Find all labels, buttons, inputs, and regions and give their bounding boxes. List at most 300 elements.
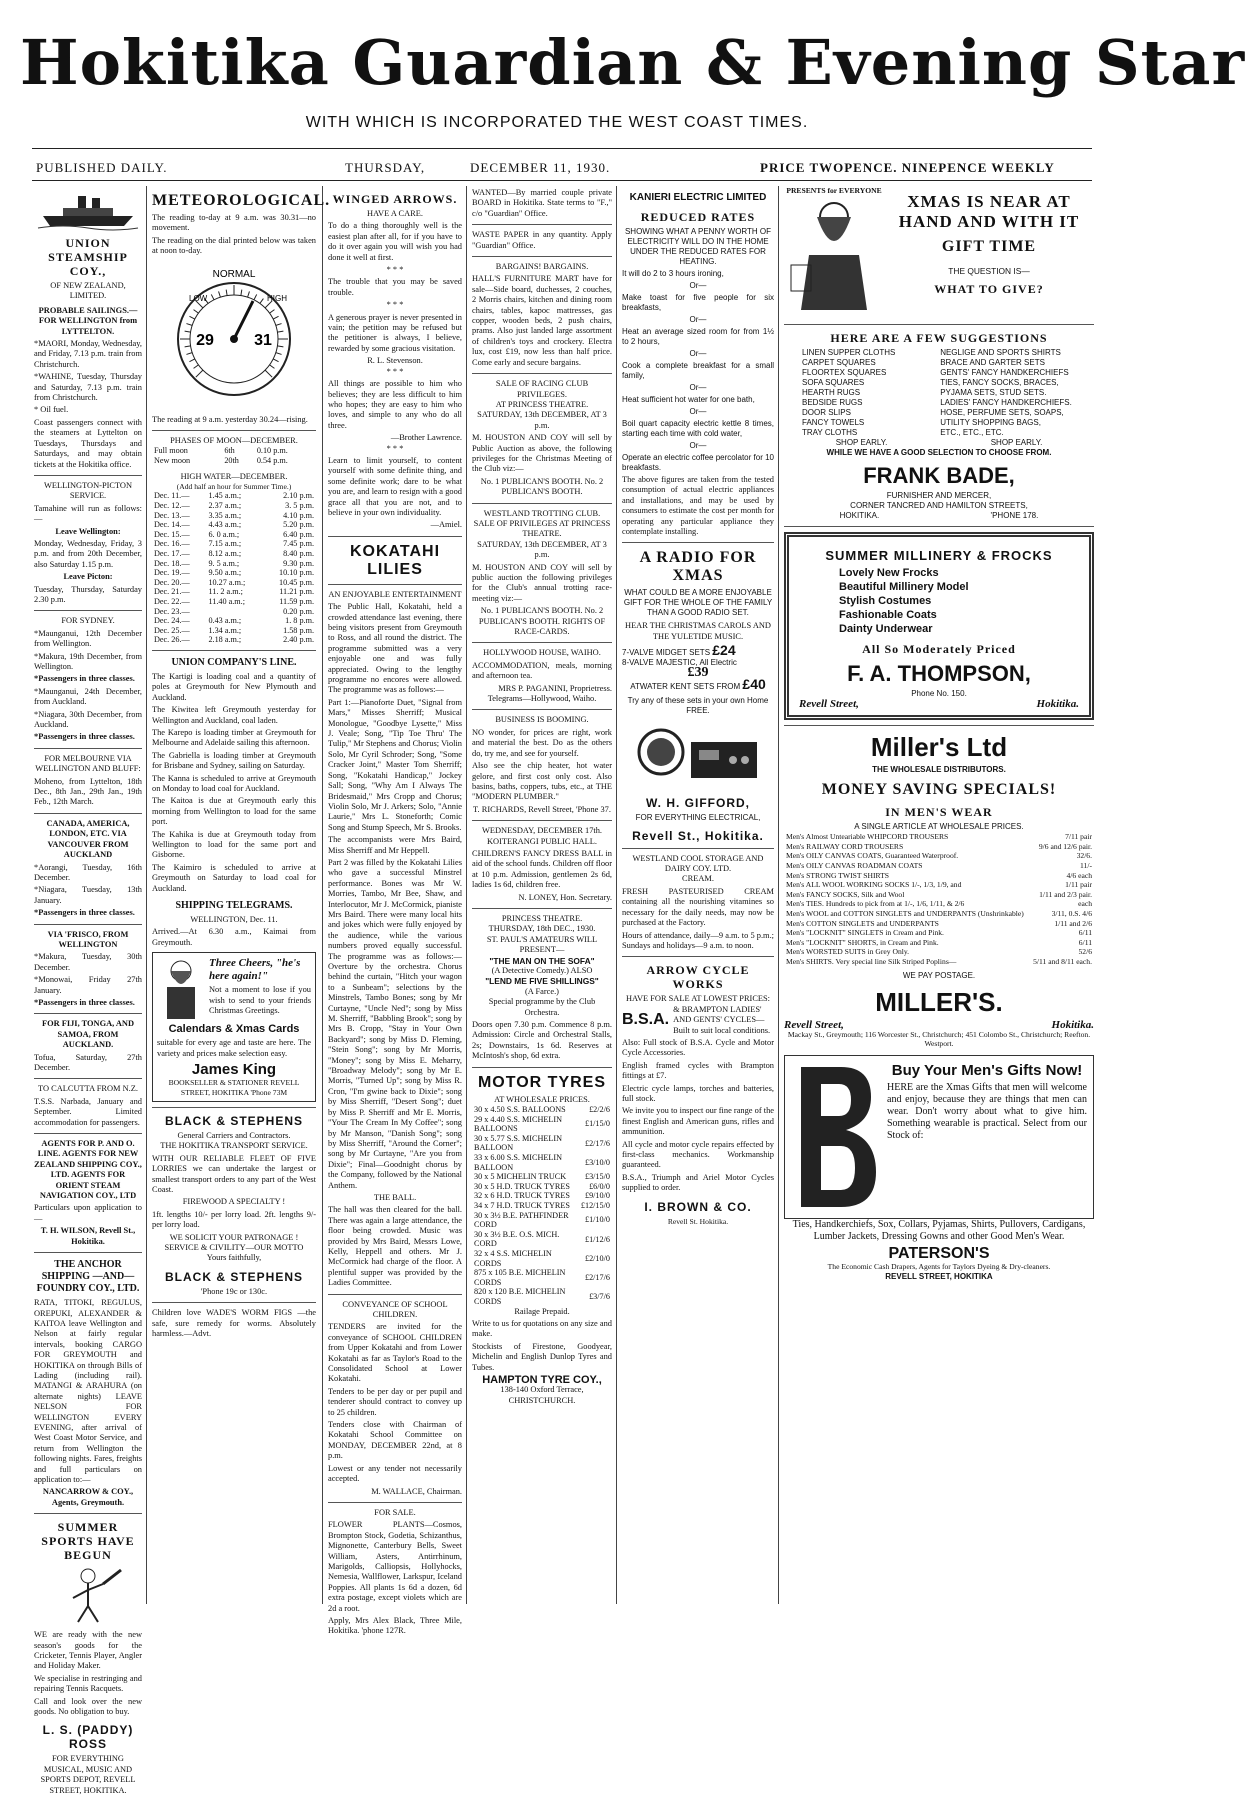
syd-item: *Makura, 19th December, from Wellington. [34, 651, 142, 671]
syd-item: *Passengers in three classes. [34, 732, 135, 742]
fs-text: FLOWER PLANTS—Cosmos, Brompton Stock, Godetia, Schizanthus, Mignonette, Canterbury Bells, Sweet William, Asters, Antirrhinum, Marigolds, Calliopsis, Hollyhocks, Nemesia, Wallflower, Larkspur, Iceland Poppies. All plants 1s 6d a dozen, 6d extra postage, except violets which are 2d a root. [328, 1520, 462, 1613]
tyre-row: 32 x 4 S.S. MICHELIN CORDS £2/10/0 [474, 1248, 610, 1268]
fb-list-item: GENTS' FANCY HANDKERCHIEFS [940, 367, 1069, 377]
ke-text: Boil quart capacity electric kettle 8 times, starting each time with cold water, [622, 419, 774, 438]
dial-tick [189, 359, 194, 362]
tyre-row: 34 x 7 H.D. TRUCK TYRES £12/15/0 [474, 1201, 610, 1210]
th-item: Dainty Underwear [839, 622, 933, 635]
agents: AGENTS FOR P. AND O. LINE. AGENTS FOR NEW ZEALAND SHIPPING COY., LTD. AGENTS FOR ORIENT STEAM NAVIGATION COY., LTD [34, 1139, 142, 1201]
divider [784, 526, 1094, 527]
rc-text: M. HOUSTON AND COY will sell by Public Auction as above, the following privileges for the Christmas Meeting of the Club viz:— [472, 433, 612, 474]
syd-item: *Niagara, 30th December, from Auckland. [34, 709, 142, 730]
divider [472, 908, 612, 909]
fb-question: THE QUESTION IS— [948, 266, 1030, 276]
divider [328, 1502, 462, 1503]
tyre-row: 30 x 4.50 S.S. BALLOONS £2/2/6 [474, 1105, 610, 1115]
can-head: CANADA, AMERICA, LONDON, ETC. VIA VANCOUVER FROM AUCKLAND [46, 818, 130, 860]
dateline-left: PUBLISHED DAILY. [36, 160, 168, 175]
dial-tick [189, 316, 194, 319]
wt-text: SALE OF PRIVILEGES AT PRINCESS THEATRE. [473, 518, 611, 539]
sailing-note: * Oil fuel. [34, 405, 69, 415]
divider [152, 1107, 316, 1108]
tide-row: Dec. 21.— 11. 2 a.m.; 11.21 p.m. [154, 587, 314, 597]
ke-or: Or— [689, 383, 707, 392]
tide-row: Dec. 13.— 3.35 a.m.; 4.10 p.m. [154, 510, 314, 520]
fb-list-item: TIES, FANCY SOCKS, BRACES, [940, 377, 1059, 387]
dial-tick [270, 309, 275, 313]
kph-text: CHILDREN'S FANCY DRESS BALL in aid of the school funds. Children off floor at 10 p.m. Admission, gentlemen 2s 6d, ladies 1s 6d, children free. [472, 848, 612, 890]
met-text: The reading on the dial printed below was taken at noon to-day. [152, 235, 316, 256]
ke-or: Or— [689, 281, 707, 290]
fb-gift: GIFT TIME [941, 238, 1037, 255]
barometer-dial-icon [159, 261, 309, 411]
wanted-ad: WASTE PAPER in any quantity. Apply "Guardian" Office. [472, 230, 612, 250]
dial-left-label: 29 [196, 331, 214, 349]
dial-tick [277, 346, 283, 347]
jk-address: BOOKSELLER & STATIONER REVELL STREET, HOKITIKA 'Phone 73M [168, 1078, 300, 1097]
divider [152, 430, 316, 431]
divider [472, 1067, 612, 1068]
ke-text: It will do 2 to 3 hours ironing, [622, 269, 724, 278]
stars: * * * [386, 265, 404, 275]
fb-list-item: HEARTH RUGS [802, 387, 861, 397]
dial-tick [186, 352, 192, 354]
hall-ad: HALL'S FURNITURE MART have for sale—Side board, duchesses, 2 couches, 2 Morris chairs, kitchen and dining room chairs, tables, kapoc mattresses, gas copper, wooden beds, 2 push chairs, prams. Also just landed large assortment of children's toys and crockery. Electra lux, cost £19, now less than half price. Come early and secure bargains. [472, 274, 612, 367]
frisco-item: *Passengers in three classes. [34, 997, 135, 1007]
ke-text: The above figures are taken from the tested consumption of actual electric appliances and installations, and may be used by consumers to estimate the cost per month for operating any particular appliance they contemplate installing. [622, 475, 774, 537]
bs-text: WITH OUR RELIABLE FLEET OF FIVE LORRIES we can undertake the largest or smallest transport orders to any part of the West Coast. [152, 1153, 316, 1194]
ml-price-row: Men's SHIRTS. Very special line Silk Striped Poplins— 5/11 and 8/11 each. [786, 956, 1092, 966]
dial-tick [194, 364, 199, 368]
column-rule [146, 186, 147, 1604]
pt-text: THURSDAY, 18th DEC., 1930. [488, 924, 596, 934]
kl-text: Part 2 was filled by the Kokatahi Lilies who gave a successful Minstrel performance. Bones was Mr W. Morries, Tambo, Mr Bee, Shaw, and Interlocutor, Mr J. McCormick, pianiste Mrs Baird. There were many local hits and jokes which were fully enjoyed by the audience, while the various numbers proved equally successful. The programme was as follows:—Overture by the orchestra. Chorus behind the curtain, "Hitch your wagon to a Sunbeam"; selections by the Minstrels, Tambo Bones; song by Mr Curtayne, "Uncle Ned"; song by Miss M. Sherriff, "Babbling Brook"; song by Mrs B. Cropp, "Stay in Your Own Backyard"; song by Miss D. Fleming, "Stein Song"; song by Mr Morris, "Money"; song by Miss E. Meharry, "Broadway Melody"; song by Mr E. Morris, "Turned Up"; song by Miss R. Cron, "I'm gwine back to Dixie"; song by Miss Sherriff, "Desert Song"; duet by Miss P. Sherriff and Mr E. Morris, "Your The Cream In My Coffee"; song by Mr Manson, "Danish Song"; song by Miss Sherriff, "Around the Corner"; song by Mr Curtayne, "Are you from Dixie"; Final—Goodnight chorus by the Company, followed by the National Anthem. [328, 857, 462, 1190]
syd-item: *Maunganui, 12th December from Wellington. [34, 628, 142, 649]
wa-text: Learn to limit yourself, to content yourself with some definite thing, and some definite work; dare to be what you are, and learn to resign with a good grace all that you are not, and to believe in your own individuality. [328, 455, 462, 517]
masthead-title: Hokitika Guardian & Evening Star [20, 26, 1245, 99]
fb-list-item: BRACE AND GARTER SETS [940, 357, 1045, 367]
anchor-agent: NANCARROW & COY., Agents, Greymouth. [42, 1487, 134, 1507]
pt-text: ST. PAUL'S AMATEURS WILL PRESENT— [486, 934, 598, 955]
th-head: SUMMER MILLINERY & FROCKS [825, 547, 1053, 563]
fb-list-item: LADIES' FANCY HANDKERCHIEFS. [940, 397, 1072, 407]
th-phone: Phone No. 150. [911, 688, 967, 698]
divider [328, 1294, 462, 1295]
wcs-head: WESTLAND COOL STORAGE AND DAIRY COY. LTD. [632, 853, 764, 874]
wa-source: —Brother Lawrence. [390, 433, 462, 443]
divider [32, 148, 1092, 149]
ml-price-row: Men's OILY CANVAS ROADMAN COATS 11/- [786, 861, 1092, 870]
dial-high-label: HIGH [267, 293, 287, 303]
jk-name: James King [191, 1061, 277, 1079]
dateline-date: DECEMBER 11, 1930. [470, 160, 611, 175]
dial-top-label: NORMAL [212, 268, 256, 280]
ke-text: Heat sufficient hot water for one bath, [622, 395, 755, 404]
dial-tick [186, 323, 192, 325]
rx-head: A RADIO FOR XMAS [639, 549, 757, 585]
ucl-head: UNION COMPANY'S LINE. [171, 656, 297, 668]
ml-price-row: Men's TIES. Hundreds to pick from at 1/-, 1/6, 1/11, & 2/6 each [786, 899, 1092, 909]
presents-badge: PRESENTS for EVERYONE [784, 186, 884, 319]
ac-text: B.S.A., Triumph and Ariel Motor Cycles supplied to order. [622, 1172, 774, 1193]
masthead-subtitle: WITH WHICH IS INCORPORATED THE WEST COAST TIMES. [305, 114, 809, 131]
fb-name: FRANK BADE, [863, 462, 1015, 488]
dial-tick [265, 370, 272, 377]
ml-specials: MONEY SAVING SPECIALS! [821, 781, 1057, 799]
ke-or: Or— [689, 407, 707, 416]
stars: * * * [386, 366, 404, 376]
ml-branches: Mackay St., Greymouth; 116 Worcester St., Christchurch; 451 Colombo St., Christchurch; Reefton. Westport. [787, 1029, 1091, 1049]
anchor-body: RATA, TITOKI, REGULUS, OREPUKI, ALEXANDER & KAITOA leave Wellington and Nelson at fairly regular intervals, booking CARGO FOR GREYMOUTH and HOKITIKA on through Bills of Lading (including rail). MATANGI & ARAHURA (on alternate nights) LEAVE NELSON FOR WELLINGTON EVERY EVENING, after arrival of West Coast Motor Service, and return from Wellington the following nights. Fares, freights and full particulars on application to:— [34, 1298, 142, 1484]
ucl-item: The Kahika is due at Greymouth today from Wellington to load for the same port and Gisborne. [152, 829, 316, 860]
column-5 [622, 186, 774, 1606]
divider [34, 1133, 142, 1134]
cs-head: CONVEYANCE OF SCHOOL CHILDREN. [342, 1299, 448, 1319]
column-2 [152, 186, 331, 1606]
divider [34, 1013, 142, 1014]
tide-row: Dec. 22.— 11.40 a.m.; 11.59 p.m. [154, 596, 314, 606]
column-1 [34, 186, 142, 1795]
ac-text: HAVE FOR SALE AT LOWEST PRICES: [625, 994, 771, 1004]
frisco-item: *Makura, Tuesday, 30th December. [34, 952, 142, 972]
wp-item: Leave Picton: [63, 572, 113, 582]
divider [622, 848, 774, 849]
fb-suggestions: HERE ARE A FEW SUGGESTIONS [830, 330, 1048, 345]
th-item: Stylish Costumes [839, 594, 932, 607]
tide-row: Dec. 26.— 2.18 a.m.; 2.40 p.m. [154, 635, 314, 645]
fb-addr: CORNER TANCRED AND HAMILTON STREETS, [850, 500, 1028, 510]
santa-icon [157, 957, 205, 1023]
syd-item: *Passengers in three classes. [34, 674, 135, 684]
sailing-item: *WAHINE, Tuesday, Thursday and Saturday, 7.13 p.m. train from Christchurch. [34, 372, 142, 403]
mt-sub: AT WHOLESALE PRICES. [494, 1094, 590, 1104]
ucl-item: The Kanna is scheduled to arrive at Greymouth on Monday to load coal for Auckland. [152, 773, 316, 793]
wanted-ad: WANTED—By married couple private BOARD in Hokitika. State terms to "F.," c/o "Guardian" Office. [472, 188, 612, 218]
ucl-item: The Kaitoa is due at Greymouth early this morning from Wellington to load for the same port. [152, 796, 316, 827]
dial-tick [276, 323, 282, 325]
column-rule [778, 186, 779, 1604]
hh-text: MRS P. PAGANINI, Proprietress. [498, 683, 612, 693]
ml-price-row: Men's Almost Unteariable WHIPCORD TROUSERS 7/11 pair [786, 832, 1092, 842]
dial-right-label: 31 [254, 331, 272, 349]
kl-text: The hall was then cleared for the ball. There was again a large attendance, the floor being crowded. Music was provided by Mrs Baird, Messrs Lowe, Kelly, Heppell and others. Mr J. McCormick had charge of the floor. A plentiful supper was provided by the Ladies Committee. [328, 1205, 462, 1288]
rx-text: HEAR THE CHRISTMAS CAROLS AND THE YULETIDE MUSIC. [625, 621, 771, 641]
fiji-head: FOR FIJI, TONGA, AND SAMOA, FROM AUCKLAND. [41, 1019, 135, 1050]
pt-text: Special programme by the Club Orchestra. [488, 997, 596, 1017]
kph-head: WEDNESDAY, DECEMBER 17th. [481, 826, 603, 836]
rx-price-row: ATWATER KENT SETS FROM £40 [630, 675, 766, 692]
wp-item: Tamahine will run as follows:— [34, 503, 142, 524]
fb-list-item: TRAY CLOTHS [802, 427, 858, 437]
ac-text: Electric cycle lamps, torches and batteries, full stock. [622, 1083, 774, 1103]
sailings-head: PROBABLE SAILINGS.— FOR WELLINGTON from LYTTELTON. [38, 305, 138, 336]
kph-text: N. LONEY, Hon. Secretary. [518, 892, 612, 902]
tide-row: Dec. 23.— 0.20 p.m. [154, 606, 314, 616]
divider [472, 709, 612, 710]
fb-lists [784, 348, 1094, 438]
fs-text: Apply, Mrs Alex Black, Three Mile, Hokitika. 'phone 127R. [328, 1615, 462, 1636]
pt-text: (A Farce.) [525, 986, 559, 996]
ke-text: Cook a complete breakfast for a small family, [622, 361, 774, 380]
letter-b-icon [791, 1062, 881, 1212]
wt-head: WESTLAND TROTTING CLUB. [483, 508, 601, 518]
ke-text: Operate an electric coffee percolator for 10 breakfasts. [622, 453, 774, 472]
ke-text: Heat an average sized room for from 1½ to 2 hours, [622, 327, 774, 346]
mt-company: HAMPTON TYRE COY., [482, 1373, 602, 1386]
sports-text: We specialise in restringing and repairing Tennis Racquets. [34, 1673, 142, 1694]
kl-text: The accompanists were Mrs Baird, Miss Sherriff and Mr Heppell. [328, 835, 462, 855]
hh-head: HOLLYWOOD HOUSE, WAIHO. [483, 648, 601, 658]
telegram-line: Arrived.—At 6.30 a.m., Kaimai from Greymouth. [152, 927, 316, 947]
sailing-item: *MAORI, Monday, Wednesday, and Friday, 7.13 p.m. train from Christchurch. [34, 339, 142, 369]
th-item: Beautiful Millinery Model [839, 580, 969, 593]
paterson-ad [784, 1055, 1094, 1219]
dial-tick [185, 331, 191, 332]
kl-text: THE BALL. [373, 1192, 417, 1202]
wt-text: M. HOUSTON AND COY will sell by public auction the following privileges for the Club's annual trotting race-meeting viz:— [472, 562, 612, 603]
dial-tick [273, 316, 278, 319]
ml-price-row: Men's WOOL and COTTON SINGLETS and UNDERPANTS (Unshrinkable) 3/11, 0.S. 4/6 [786, 908, 1092, 918]
fb-list-item: BEDSIDE RUGS [802, 397, 863, 407]
melb-item: Moheno, from Lyttelton, 18th Dec., 8th Jan., 29th Jan., 19th Feb., 12th March. [34, 776, 142, 807]
ucl-item: The Karepo is loading timber at Greymouth for Melbourne and Adelaide sailing this afternoon. [152, 727, 316, 748]
fb-list-item: FLOORTEX SQUARES [802, 367, 887, 377]
agents-name: T. H. WILSON, Revell St., Hokitika. [40, 1226, 136, 1246]
ucl-item: The Kartigi is loading coal and a quantity of poles at Greymouth for New Plymouth and Auckland. [152, 671, 316, 702]
wa-sub: HAVE A CARE. [367, 209, 423, 218]
sailing-note: Coast passengers connect with the steamers at Lyttelton on Tuesdays, Thursdays and Saturdays, and may obtain tickets at the Hokitika office. [34, 417, 142, 469]
tide-row: Dec. 20.— 10.27 a.m.; 10.45 p.m. [154, 577, 314, 587]
ml-wear: IN MEN'S WEAR [885, 805, 993, 820]
ke-or: Or— [689, 315, 707, 324]
hh-text: Telegrams—Hollywood, Waiho. [487, 694, 597, 704]
bs-text: General Carriers and Contractors. [177, 1130, 291, 1140]
tyre-row: 30 x 3½ B.E. PATHFINDER CORD £1/10/0 [474, 1210, 610, 1230]
cs-signoff: M. WALLACE, Chairman. [371, 1486, 462, 1496]
ml-price-row: Men's "LOCKNIT" SINGLETS in Cream and Pink. 6/11 [786, 928, 1092, 938]
telegrams-head: SHIPPING TELEGRAMS. [175, 900, 293, 912]
tyre-row: 820 x 120 B.E. MICHELIN CORDS £3/7/6 [474, 1287, 610, 1306]
james-king-ad [152, 952, 316, 1102]
column-rule [322, 186, 323, 1604]
column-6 [784, 186, 1094, 1606]
ke-or: Or— [689, 349, 707, 358]
fb-head: XMAS IS NEAR AT HAND AND WITH IT [898, 192, 1080, 231]
bs-phone: 'Phone 19c or 130c. [200, 1286, 268, 1296]
wp-item: Tuesday, Thursday, Saturday 2.30 p.m. [34, 584, 142, 604]
usc-sub: OF NEW ZEALAND, LIMITED. [50, 281, 126, 301]
th-items [799, 566, 1079, 636]
cs-text: TENDERS are invited for the conveyance of SCHOOL CHILDREN from Upper Kokatahi and from Lower Kokatahi as far as Taylor's Road to the Consolidated School at Lower Kokatahi. [328, 1322, 462, 1384]
ke-text: SHOWING WHAT A PENNY WORTH OF ELECTRICITY WILL DO IN THE HOME UNDER THE REDUCED RATES FOR HEATING. [624, 227, 772, 266]
dial-tick [260, 298, 264, 303]
thompson-ad [784, 532, 1094, 720]
ke-head: KANIERI ELECTRIC LIMITED [629, 192, 767, 203]
pt-addr: REVELL STREET, HOKITIKA [885, 1271, 993, 1281]
divider [152, 650, 316, 651]
th-price: All So Moderately Priced [862, 641, 1016, 656]
agents-note: Particulars upon application to— [34, 1203, 142, 1223]
pt-text: "LEND ME FIVE SHILLINGS" [485, 976, 599, 987]
divider [472, 256, 612, 257]
moon-table: Full moon 6th 0.10 p.m. New moon 20th 0.54 p.m. [154, 446, 288, 466]
mt-head: MOTOR TYRES [477, 1073, 607, 1091]
tide-row: Dec. 17.— 8.12 a.m.; 8.40 p.m. [154, 549, 314, 558]
tide-row: Dec. 19.— 9.50 a.m.; 10.10 p.m. [154, 568, 314, 578]
divider [34, 610, 142, 611]
ml-single: A SINGLE ARTICLE AT WHOLESALE PRICES. [854, 822, 1024, 832]
usc-title: UNION STEAMSHIP COY., [48, 236, 128, 278]
jk-headline: Three Cheers, "he's here again!" [209, 957, 301, 983]
ac-text: All cycle and motor cycle repairs effected by first-class mechanics. Workmanship guaranteed. [622, 1139, 774, 1170]
ross-sub: FOR EVERYTHING MUSICAL, MUSIC AND SPORTS DEPOT, REVELL STREET, HOKITIKA. [40, 1754, 136, 1795]
bs-signoff: BLACK & STEPHENS [164, 1269, 303, 1284]
jk-text: Not a moment to lose if you wish to send to your friends Christmas Greetings. [209, 985, 311, 1016]
column-3 [328, 186, 462, 1636]
dial-tick [277, 331, 283, 332]
th-name: F. A. THOMPSON, [847, 660, 1031, 686]
rc-text: AT PRINCESS THEATRE. [495, 399, 589, 409]
mt-text: Railage Prepaid. [514, 1306, 570, 1316]
bargains-head: BARGAINS! BARGAINS. [495, 262, 589, 272]
jk-calendars: Calendars & Xmas Cards [168, 1023, 300, 1036]
fb-list-left [784, 348, 930, 438]
divider [32, 180, 1092, 181]
bb-text: Also see the chip heater, hot water gelore, and first cost only cost. Also basins, baths, coppers, tubs, etc., at THE "MODERN PLUMBER." [472, 761, 612, 802]
column-4 [472, 186, 612, 1606]
bs-head: BLACK & STEPHENS [164, 1113, 303, 1128]
bs-text: WE SOLICIT YOUR PATRONAGE ! SERVICE & CIVILITY—OUR MOTTO [164, 1232, 304, 1252]
tyre-row: 30 x 3½ B.E. O.S. MICH. CORD £1/12/6 [474, 1229, 610, 1249]
pt-head: PRINCESS THEATRE. [501, 913, 583, 923]
frisco-head: VIA 'FRISCO, FROM WELLINGTON [47, 929, 129, 949]
wa-text: The trouble that you may be saved trouble. [328, 277, 462, 297]
can-item: *Niagara, Tuesday, 13th January. [34, 885, 142, 905]
divider [784, 324, 1094, 325]
mt-address: 138-140 Oxford Terrace, CHRISTCHURCH. [500, 1385, 584, 1405]
tide-row: Dec. 24.— 0.43 a.m.; 1. 8 p.m. [154, 616, 314, 626]
frank-bade-top [784, 186, 1094, 319]
dial-tick [270, 364, 275, 368]
fb-list-item: LINEN SUPPER CLOTHS [802, 347, 896, 357]
tyre-row: 29 x 4.40 S.S. MICHELIN BALLOONS £1/15/0 [474, 1114, 610, 1134]
divider [472, 373, 612, 374]
wp-head: WELLINGTON-PICTON SERVICE. [43, 480, 133, 501]
ml-price-row: Men's COTTON SINGLETS and UNDERPANTS 1/11 and 2/6 [786, 918, 1092, 928]
bs-text: THE HOKITIKA TRANSPORT SERVICE. [160, 1141, 308, 1151]
fb-list-item: PYJAMA SETS, STUD SETS. [940, 387, 1047, 397]
ke-text: Make toast for five people for six breakfasts, [622, 293, 774, 312]
fb-addr-row: HOKITIKA. 'PHONE 178. [839, 510, 1039, 520]
tide-row: Dec. 25.— 1.34 a.m.; 1.58 p.m. [154, 625, 314, 635]
santa-illustration-icon [789, 195, 879, 315]
ml-price-row: Men's ALL WOOL WORKING SOCKS 1/-, 1/3, 1/9, and 1/11 pair [786, 880, 1092, 890]
rx-price: £39 [687, 665, 709, 681]
dial-tick [194, 309, 199, 313]
hw-head: HIGH WATER—DECEMBER. [180, 471, 288, 481]
dial-tick [211, 294, 214, 299]
hh-text: ACCOMMODATION, meals, morning and afternoon tea. [472, 660, 612, 681]
can-item: *Passengers in three classes. [34, 908, 135, 918]
sports-text: WE are ready with the new season's goods for the Cricketer, Tennis Player, Angler and Holiday Maker. [34, 1630, 142, 1671]
ross-name: L. S. (PADDY) ROSS [42, 1723, 134, 1752]
fs-head: FOR SALE. [374, 1507, 416, 1517]
divider [34, 1252, 142, 1253]
divider [34, 813, 142, 814]
pt-body: HERE are the Xmas Gifts that men will welcome and enjoy, because they are things that men can wear. Don't worry about what to give him. Something wearable is practical. Select from our Stock of: [887, 1081, 1087, 1141]
ml-price-row: Men's "LOCKNIT" SHORTS, in Cream and Pink. 6/11 [786, 937, 1092, 947]
fb-list-item: SOFA SQUARES [802, 377, 865, 387]
stars: * * * [386, 300, 404, 310]
bb-text: T. RICHARDS, Revell Street, 'Phone 37. [473, 804, 611, 814]
th-item: Lovely New Frocks [839, 566, 939, 579]
dial-tick [273, 359, 278, 362]
kph-text: KOITERANGI PUBLIC HALL. [486, 836, 598, 846]
dial-tick [254, 294, 257, 299]
bs-text: 1ft. lengths 10/- per lorry load. 2ft. lengths 9/- per lorry load. [152, 1209, 316, 1230]
divider [34, 924, 142, 925]
calcutta-item: T.S.S. Narbada, January and September. Limited accommodation for passengers. [34, 1096, 142, 1127]
tyre-row: 875 x 105 B.E. MICHELIN CORDS £2/17/6 [474, 1268, 610, 1287]
kl-text: Part 1:—Pianoforte Duet, "Signal from Mars," Misses Sherriff; Musical Monologue, "Goodbye Lysette," Miss J. Veale; Song, "Tip Toe Thru' The Tulip," Mr Stephens and Chorus; Violin Solo, Mr Cyril Schroder; Song, "Some Cracker Joint," Master Tom Sherriff; Song, "Kokatahi Handicap," Jockey Sall; Song, "Why Am I Always The Bridesmaid," Mrs Cropp and Chorus; Violin Solo, Mr J. Arkers; Solo, "Annie Laurie," Mrs L. Stoneforth; Comic Song and Stump Speech, Mr S. Brooks. [328, 697, 462, 832]
tide-row: Dec. 14.— 4.43 a.m.; 5.20 p.m. [154, 520, 314, 530]
dial-tick [196, 370, 203, 377]
mt-text: Write to us for quotations on any size and make. [472, 1318, 612, 1339]
met-text: The reading to-day at 9 a.m. was 30.31—no movement. [152, 213, 316, 233]
kl-head: KOKATAHI LILIES [349, 542, 441, 578]
divider [472, 503, 612, 504]
stars: * * * [386, 443, 404, 453]
pt-name: PATERSON'S [888, 1244, 990, 1262]
gifford-sub: FOR EVERYTHING ELECTRICAL, [635, 812, 761, 822]
steamship-icon [38, 190, 138, 230]
calcutta-head: TO CALCUTTA FROM N.Z. [38, 1084, 138, 1094]
ml-post: WE PAY POSTAGE. [902, 970, 976, 980]
tyre-row: 30 x 5.77 S.S. MICHELIN BALLOON £2/17/6 [474, 1133, 610, 1153]
rx-text: Try any of these sets in your own Home FREE. [627, 695, 769, 715]
wcs-text: Hours of attendance, daily—9 a.m. to 5 p.m.; Sundays and holidays—9 a.m. to noon. [622, 930, 774, 950]
fb-list-item: ETC., ETC., ETC. [940, 427, 1004, 437]
cs-text: Lowest or any tender not necessarily accepted. [328, 1463, 462, 1484]
ml-head: Miller's Ltd [870, 732, 1008, 763]
syd-head: FOR SYDNEY. [61, 616, 115, 626]
dial-tick [241, 289, 242, 295]
cricketer-icon [43, 1566, 133, 1626]
wade-advert: Children love WADE'S WORM FIGS —the safe, sure remedy for worms. Absolutely harmless.—Advt. [152, 1308, 316, 1338]
fiji-item: Tofua, Saturday, 27th December. [34, 1052, 142, 1072]
fb-question: WHAT TO GIVE? [934, 282, 1044, 297]
frisco-item: *Monowai, Friday 27th January. [34, 975, 142, 995]
can-item: *Aorangi, Tuesday, 16th December. [34, 862, 142, 882]
divider [472, 224, 612, 225]
wt-text: SATURDAY, 13th DECEMBER, AT 3 p.m. [477, 539, 607, 560]
divider [784, 725, 1094, 726]
wt-text: No. 1 PUBLICAN'S BOOTH. No. 2 PUBLICAN'S BOOTH. RIGHTS OF RACE-CARDS. [478, 606, 606, 637]
rc-head: SALE OF RACING CLUB PRIVILEGES. [495, 379, 589, 399]
ac-text: We invite you to inspect our fine range of the finest English and American guns, rifles and ammunition. [622, 1106, 774, 1137]
fb-list-item: CARPET SQUARES [802, 357, 876, 367]
hw-note: (Add half an hour for Summer Time.) [176, 482, 292, 492]
tyre-row: 30 x 5 MICHELIN TRUCK £3/15/0 [474, 1172, 610, 1182]
dial-tick [276, 352, 282, 354]
ml-price-row: Men's RAILWAY CORD TROUSERS 9/6 and 12/6 pair. [786, 841, 1092, 851]
wa-text: A generous prayer is never presented in vain; the petition may be refused but the petitioner is always, I believe, rewarded by some gracious visitation. [328, 312, 462, 353]
wa-source: R. L. Stevenson. [367, 356, 423, 366]
dial-tick [185, 346, 191, 347]
divider [328, 536, 462, 537]
met-text: The reading at 9 a.m. yesterday 30.24—rising. [152, 414, 308, 424]
column-rule [616, 186, 617, 1604]
